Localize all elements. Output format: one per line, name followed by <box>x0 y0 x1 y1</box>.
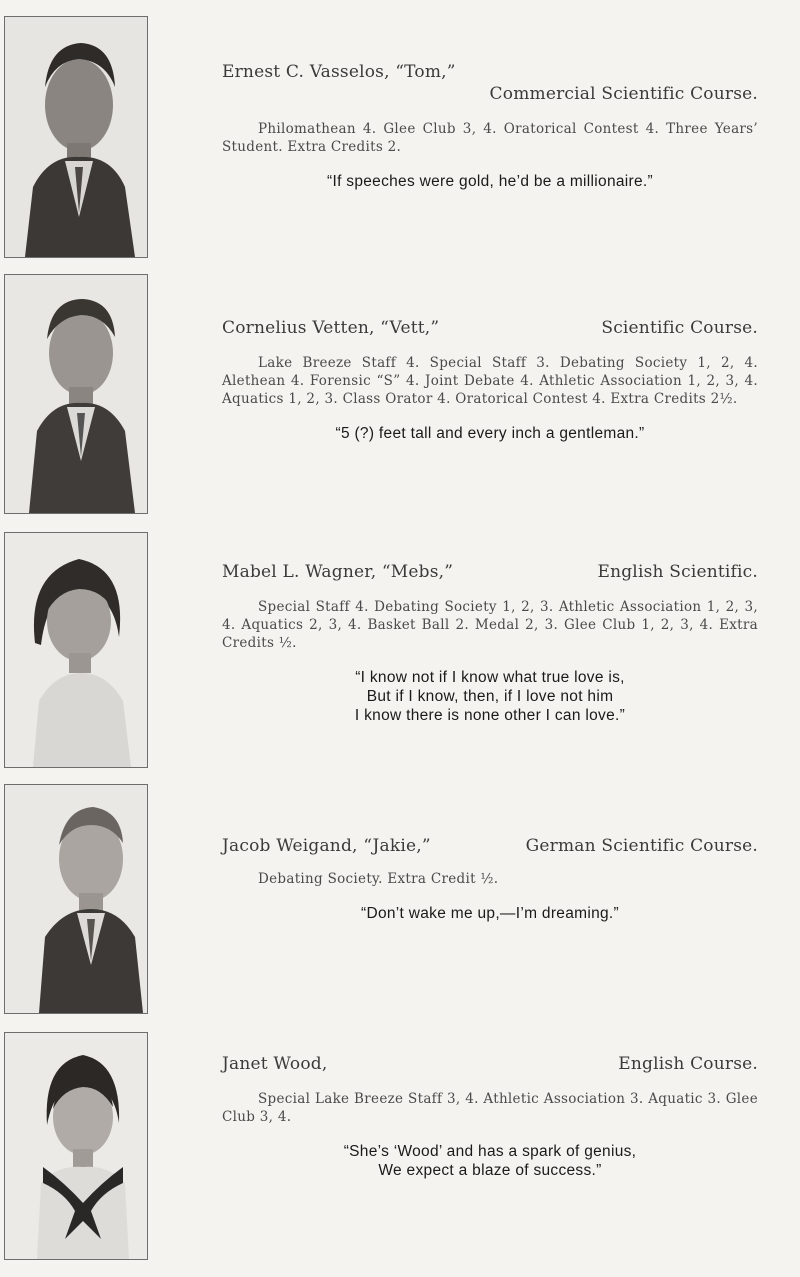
course-name: German Scientific Course. <box>525 836 758 856</box>
student-quote: “If speeches were gold, he’d be a millionaire.” <box>327 173 653 190</box>
course-name: English Scientific. <box>597 562 758 582</box>
student-portrait <box>4 532 148 768</box>
course-name: Scientific Course. <box>601 318 758 338</box>
course-name: Commercial Scientific Course. <box>489 84 758 104</box>
activities-text: Special Lake Breeze Staff 3, 4. Athletic Association 3. Aquatic 3. Glee Club 3, 4. <box>222 1091 758 1125</box>
course-name: English Course. <box>618 1054 758 1074</box>
student-quote: “Don’t wake me up,—I’m dreaming.” <box>361 905 619 922</box>
student-portrait <box>4 16 148 258</box>
student-name: Janet Wood, <box>222 1054 328 1074</box>
activities-text: Philomathean 4. Glee Club 3, 4. Oratorical Contest 4. Three Years’ Student. Extra Credits 2. <box>222 121 758 155</box>
activities-text: Lake Breeze Staff 4. Special Staff 3. Debating Society 1, 2, 4. Alethean 4. Forensic “S” 4. Joint Debate 4. Athletic Association 1, 2, 3, 4. Aquatics 1, 2, 3. Class Orator 4. Oratorical Contest 4. Extra Credits 2½. <box>222 355 758 407</box>
student-name: Jacob Weigand, “Jakie,” <box>222 836 431 856</box>
student-name: Ernest C. Vasselos, “Tom,” <box>222 62 456 82</box>
student-quote: “5 (?) feet tall and every inch a gentleman.” <box>335 425 645 442</box>
student-name: Mabel L. Wagner, “Mebs,” <box>222 562 454 582</box>
student-quote: “She’s ‘Wood’ and has a spark of genius, We expect a blaze of success.” <box>343 1143 637 1179</box>
student-portrait <box>4 274 148 514</box>
student-portrait <box>4 784 148 1014</box>
activities-text: Special Staff 4. Debating Society 1, 2, 3. Athletic Association 1, 2, 3, 4. Aquatics 2, 3, 4. Basket Ball 2. Medal 2, 3. Glee Club 1, 2, 3, 4. Extra Credits ½. <box>222 599 758 651</box>
student-quote: “I know not if I know what true love is, But if I know, then, if I love not him I know there is none other I can love.” <box>354 669 626 724</box>
student-name: Cornelius Vetten, “Vett,” <box>222 318 440 338</box>
activities-text: Debating Society. Extra Credit ½. <box>258 871 499 887</box>
student-portrait <box>4 1032 148 1260</box>
